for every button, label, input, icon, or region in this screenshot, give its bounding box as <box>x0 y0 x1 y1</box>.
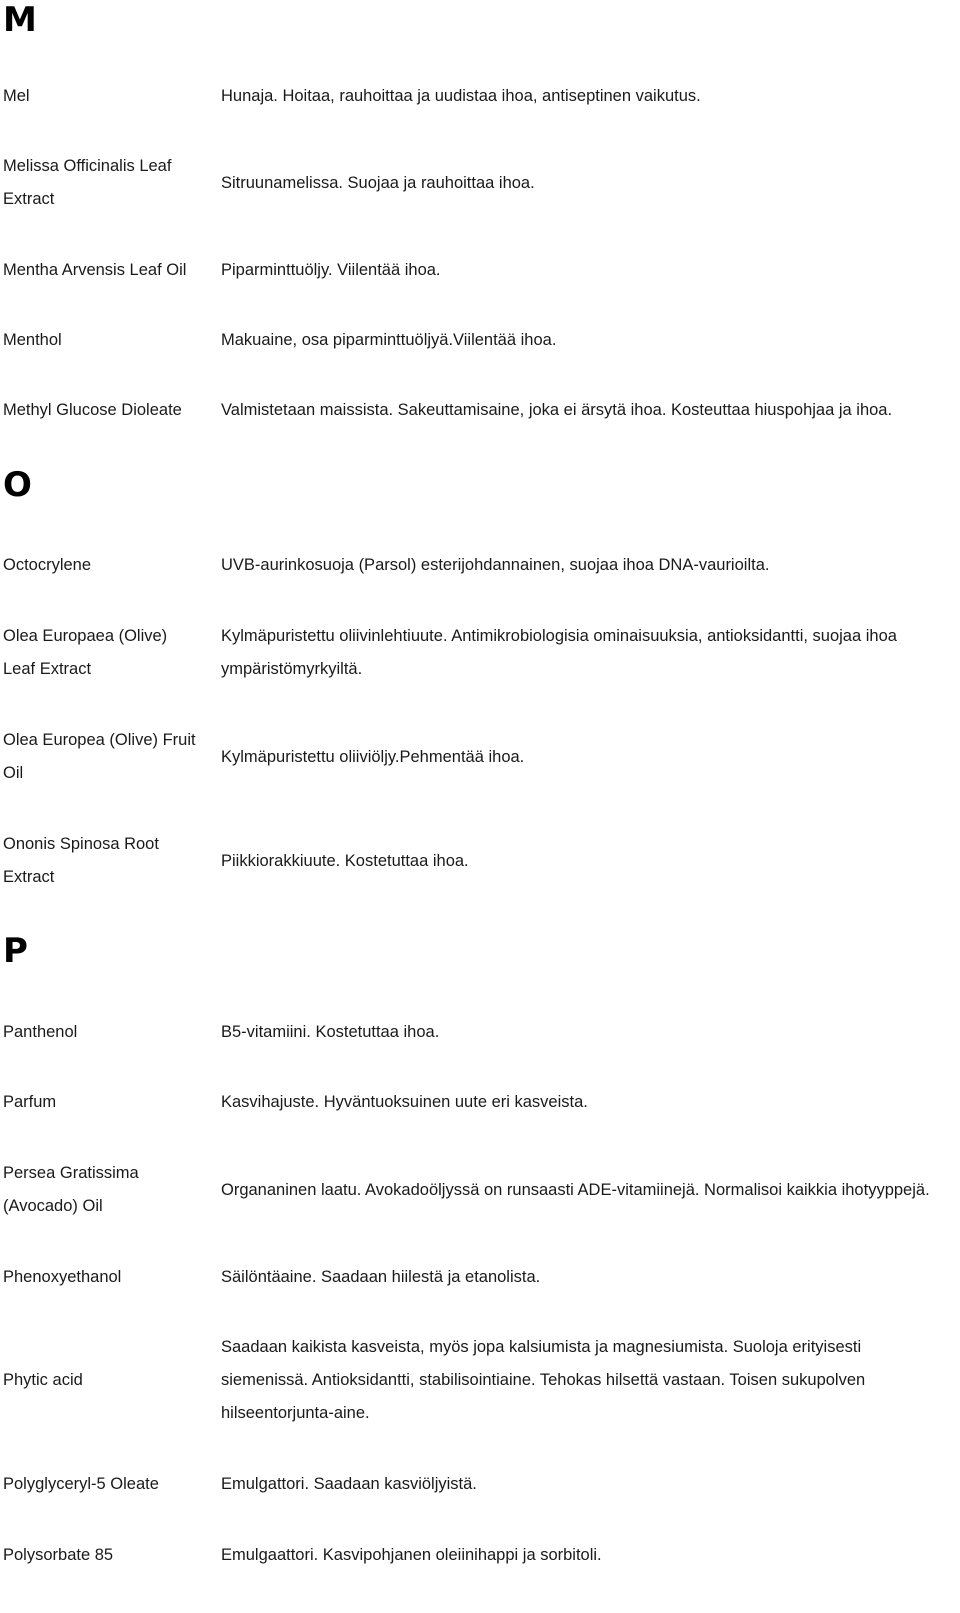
entry-row <box>0 394 960 427</box>
ingredient-name: Panthenol <box>3 1023 78 1041</box>
entry-row <box>0 1016 960 1049</box>
section-heading-o: O <box>3 465 32 505</box>
ingredient-description: Hunaja. Hoitaa, rauhoittaa ja uudistaa ihoa, antiseptinen vaikutus. <box>221 87 701 105</box>
ingredient-name: Phytic acid <box>3 1371 83 1389</box>
ingredient-name: Olea Europea (Olive) Fruit Oil <box>3 731 196 782</box>
ingredient-description: Kasvihajuste. Hyväntuoksuinen uute eri kasveista. <box>221 1093 588 1111</box>
ingredient-description: UVB-aurinkosuoja (Parsol) esterijohdannainen, suojaa ihoa DNA-vaurioilta. <box>221 556 770 574</box>
ingredient-name: Polysorbate 85 <box>3 1546 114 1564</box>
ingredient-description: Valmistetaan maissista. Sakeuttamisaine, joka ei ärsytä ihoa. Kosteuttaa hiuspohjaa ja ihoa. <box>221 401 893 419</box>
ingredient-name: Phenoxyethanol <box>3 1268 122 1286</box>
ingredient-name: Olea Europaea (Olive) Leaf Extract <box>3 627 168 678</box>
ingredient-name: Melissa Officinalis Leaf Extract <box>3 157 172 208</box>
ingredient-description: Kylmäpuristettu oliivinlehtiuute. Antimikrobiologisia ominaisuuksia, antioksidantti, suojaa ihoa ympäristömyrkyiltä. <box>221 627 897 678</box>
ingredient-description: Emulgattori. Saadaan kasviöljyistä. <box>221 1475 477 1493</box>
ingredient-name: Polyglyceryl-5 Oleate <box>3 1475 159 1493</box>
ingredient-name: Persea Gratissima (Avocado) Oil <box>3 1164 139 1215</box>
ingredient-name: Mel <box>3 87 30 105</box>
section-heading-p: P <box>3 931 28 971</box>
ingredient-name: Mentha Arvensis Leaf Oil <box>3 261 187 279</box>
entry-row <box>0 1261 960 1294</box>
entry-row <box>0 324 960 357</box>
entry-row <box>0 1468 960 1501</box>
entry-row <box>0 80 960 113</box>
ingredient-description: Emulgaattori. Kasvipohjanen oleiinihappi ja sorbitoli. <box>221 1546 602 1564</box>
entry-row <box>0 150 960 216</box>
ingredient-name: Methyl Glucose Dioleate <box>3 401 182 419</box>
ingredient-description: Organaninen laatu. Avokadoöljyssä on runsaasti ADE-vitamiinejä. Normalisoi kaikkia ihotyyppejä. <box>221 1180 930 1199</box>
ingredient-description: Säilöntäaine. Saadaan hiilestä ja etanolista. <box>221 1268 541 1286</box>
ingredient-description: Piparminttuöljy. Viilentää ihoa. <box>221 261 441 279</box>
ingredient-name: Ononis Spinosa Root Extract <box>3 835 159 886</box>
entry-row <box>0 828 960 894</box>
ingredient-description: Saadaan kaikista kasveista, myös jopa kalsiumista ja magnesiumista. Suoloja erityisesti siemenissä. Antioksidantti, stabilisointiaine. Tehokas hilsettä vastaan. Toisen sukupolven hilseentorjunta-aine. <box>221 1338 866 1422</box>
entry-row <box>0 1157 960 1223</box>
ingredient-name: Octocrylene <box>3 556 92 574</box>
ingredient-description: Kylmäpuristettu oliiviöljy.Pehmentää ihoa. <box>221 747 525 766</box>
entry-row <box>0 1331 960 1430</box>
entry-row <box>0 1086 960 1119</box>
section-heading-m: M <box>3 0 37 40</box>
ingredient-name: Parfum <box>3 1093 57 1111</box>
ingredient-name: Menthol <box>3 331 62 349</box>
entry-row <box>0 549 960 582</box>
ingredient-description: Piikkiorakkiuute. Kostetuttaa ihoa. <box>221 851 469 870</box>
entry-row <box>0 620 960 686</box>
ingredient-description: Makuaine, osa piparminttuöljyä.Viilentää ihoa. <box>221 331 557 349</box>
entry-row <box>0 724 960 790</box>
entry-row <box>0 254 960 287</box>
ingredient-description: B5-vitamiini. Kostetuttaa ihoa. <box>221 1023 440 1041</box>
ingredient-description: Sitruunamelissa. Suojaa ja rauhoittaa ihoa. <box>221 173 535 192</box>
entry-row <box>0 1539 960 1572</box>
